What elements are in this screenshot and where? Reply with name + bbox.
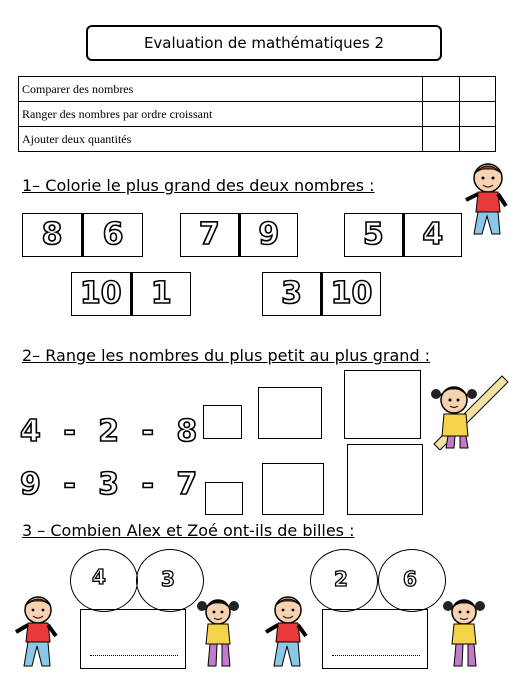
skill-row — [19, 77, 496, 102]
zoe-marbles: 6 — [403, 567, 417, 591]
skill-label: Ajouter deux quantités — [19, 127, 423, 152]
answer-dotted-line — [332, 655, 420, 656]
alex-marbles: 4 — [92, 565, 106, 589]
skill-mark-cell — [459, 77, 495, 102]
answer-dotted-line — [90, 655, 178, 656]
number-cell[interactable] — [81, 214, 142, 256]
girl-illustration — [194, 596, 242, 672]
number-pair — [180, 213, 298, 257]
boy-illustration — [262, 594, 312, 672]
number: 8 — [41, 217, 63, 252]
boy-illustration — [462, 160, 512, 240]
number: 3 — [281, 276, 302, 311]
number: 7 — [198, 217, 220, 252]
exercise-1-title: 1– Colorie le plus grand des deux nombres : — [22, 176, 375, 195]
number-pair — [262, 272, 381, 316]
answer-box-large[interactable] — [347, 444, 423, 515]
total-answer-box[interactable] — [322, 609, 428, 669]
answer-box-medium[interactable] — [258, 387, 322, 439]
number-pair — [71, 272, 191, 316]
number-pair — [22, 213, 143, 257]
skill-mark-cell — [423, 127, 459, 152]
number-sequence: 4 - 2 - 8 — [20, 414, 204, 449]
number: 9 — [258, 217, 280, 252]
exercise-2-title: 2– Range les nombres du plus petit au plus grand : — [22, 346, 431, 365]
number: 4 — [422, 217, 444, 252]
zoe-marbles: 3 — [161, 567, 175, 591]
total-answer-box[interactable] — [80, 609, 186, 669]
number: 10 — [79, 276, 122, 311]
number-cell[interactable] — [320, 273, 380, 315]
skill-label: Ranger des nombres par ordre croissant — [19, 102, 423, 127]
girl-with-ruler-illustration — [426, 370, 512, 450]
skill-row — [19, 127, 496, 152]
alex-marbles: 2 — [334, 567, 348, 591]
number: 6 — [102, 217, 124, 252]
number-sequence: 9 - 3 - 7 — [20, 467, 204, 502]
number-cell[interactable] — [130, 273, 191, 315]
skill-mark-cell — [423, 102, 459, 127]
number-pair — [344, 213, 462, 257]
skills-table — [18, 76, 496, 152]
number-cell[interactable] — [238, 214, 298, 256]
boy-illustration — [12, 594, 62, 672]
skill-mark-cell — [459, 127, 495, 152]
number-cell[interactable] — [345, 214, 402, 256]
skill-mark-cell — [423, 77, 459, 102]
answer-box-small[interactable] — [205, 482, 243, 515]
girl-illustration — [440, 596, 488, 672]
page-title — [86, 25, 442, 61]
number-cell[interactable] — [181, 214, 238, 256]
exercise-3-title: 3 – Combien Alex et Zoé ont-ils de billes : — [22, 521, 355, 540]
number: 10 — [330, 276, 373, 311]
answer-box-small[interactable] — [203, 405, 242, 439]
number: 1 — [150, 276, 172, 311]
number-cell[interactable] — [72, 273, 130, 315]
number-cell[interactable] — [263, 273, 320, 315]
number: 5 — [362, 217, 384, 252]
answer-box-medium[interactable] — [262, 463, 324, 515]
page-title-text: Evaluation de mathématiques 2 — [143, 34, 385, 52]
skill-mark-cell — [459, 102, 495, 127]
number-cell[interactable] — [402, 214, 462, 256]
skill-label: Comparer des nombres — [19, 77, 423, 102]
number-cell[interactable] — [23, 214, 81, 256]
answer-box-large[interactable] — [344, 370, 421, 439]
skill-row — [19, 102, 496, 127]
